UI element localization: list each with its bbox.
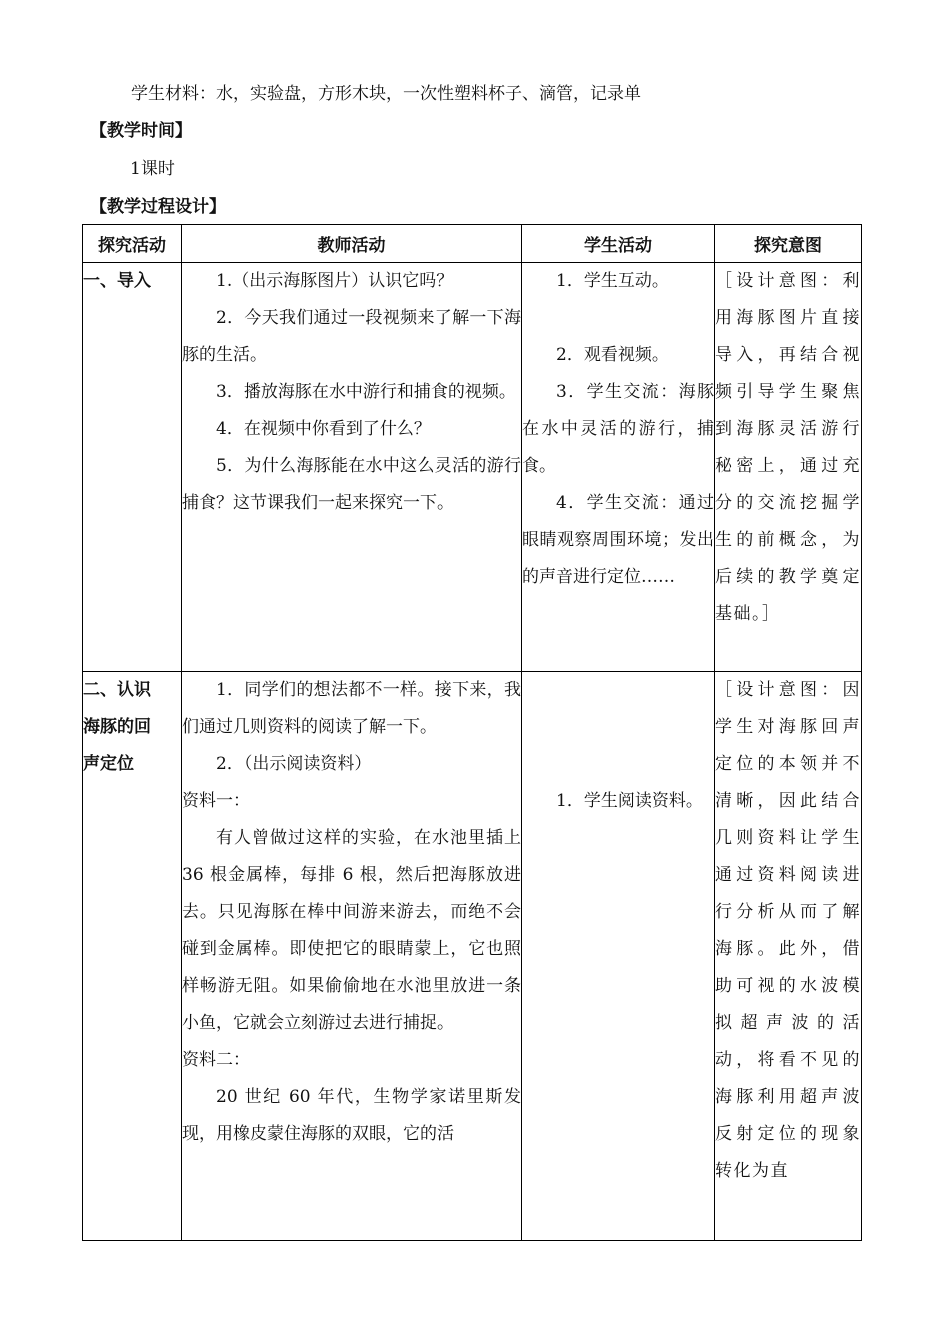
- time-heading: 【教学时间】: [90, 121, 192, 141]
- material-text: 20 世纪 60 年代，生物学家诺里斯发现，用橡皮蒙住海豚的双眼，它的活: [182, 1087, 521, 1144]
- material-label: 资料二：: [182, 1050, 250, 1070]
- intent-text: ［设计意图：因学生对海豚回声定位的本领并不清晰，因此结合几则资料让学生通过资料阅读进行分析从而了解海豚。此外，借助可视的水波模拟超声波的活动，将看不见的海豚利用超声波反射定位的现象转化为直: [715, 680, 861, 1181]
- student-spacer: [522, 300, 714, 337]
- teacher-step: 1．同学们的想法都不一样。接下来，我们通过几则资料的阅读了解一下。: [182, 680, 521, 737]
- table-header-row: [83, 225, 862, 263]
- stage-label: 二、认识海豚的回声定位: [83, 680, 151, 774]
- process-heading: 【教学过程设计】: [90, 197, 226, 217]
- header-teacher: 教师活动: [182, 225, 522, 263]
- teacher-step: 1.（出示海豚图片）认识它吗？: [216, 271, 454, 291]
- teacher-step: 2．（出示阅读资料）: [216, 754, 372, 774]
- table-row: [83, 672, 862, 1241]
- teacher-step: 2．今天我们通过一段视频来了解一下海豚的生活。: [182, 308, 521, 365]
- student-step: 1．学生互动。: [556, 271, 669, 291]
- student-cell: [522, 672, 715, 1241]
- intent-cell: [715, 263, 862, 672]
- materials-line: 学生材料：水，实验盘，方形木块，一次性塑料杯子、滴管，记录单: [131, 84, 641, 104]
- student-step: 1．学生阅读资料。: [556, 791, 703, 811]
- stage-cell: [83, 263, 182, 672]
- student-spacer: [522, 672, 714, 783]
- teaching-process-table: [82, 224, 862, 1241]
- table-row: [83, 263, 862, 672]
- stage-label: 一、导入: [83, 271, 151, 291]
- time-value: 1课时: [130, 159, 175, 179]
- header-activity: 探究活动: [83, 225, 182, 263]
- material-text: 有人曾做过这样的实验，在水池里插上 36 根金属棒，每排 6 根，然后把海豚放进去。只见海豚在棒中间游来游去，而绝不会碰到金属棒。即使把它的眼睛蒙上，它也照样畅游无阻。如果偷偷地在水池里放进一条小鱼，它就会立刻游过去进行捕捉。: [182, 828, 521, 1033]
- teacher-step: 5．为什么海豚能在水中这么灵活的游行捕食？这节课我们一起来探究一下。: [182, 456, 521, 513]
- teacher-step: 4．在视频中你看到了什么？: [216, 419, 431, 439]
- teacher-cell: [182, 672, 522, 1241]
- teacher-step: 3．播放海豚在水中游行和捕食的视频。: [216, 382, 516, 402]
- stage-cell: [83, 672, 182, 1241]
- teacher-cell: [182, 263, 522, 672]
- material-label: 资料一：: [182, 791, 250, 811]
- header-student: 学生活动: [522, 225, 715, 263]
- student-step: 4．学生交流：通过眼睛观察周围环境；发出的声音进行定位……: [522, 493, 714, 587]
- intent-text: ［设计意图：利用海豚图片直接导入，再结合视频引导学生聚焦到海豚灵活游行秘密上，通过充分的交流挖掘学生的前概念，为后续的教学奠定基础。］: [715, 271, 861, 624]
- header-intent: 探究意图: [715, 225, 862, 263]
- student-step: 2．观看视频。: [556, 345, 669, 365]
- intent-cell: [715, 672, 862, 1241]
- student-step: 3．学生交流：海豚在水中灵活的游行，捕食。: [522, 382, 714, 476]
- student-cell: [522, 263, 715, 672]
